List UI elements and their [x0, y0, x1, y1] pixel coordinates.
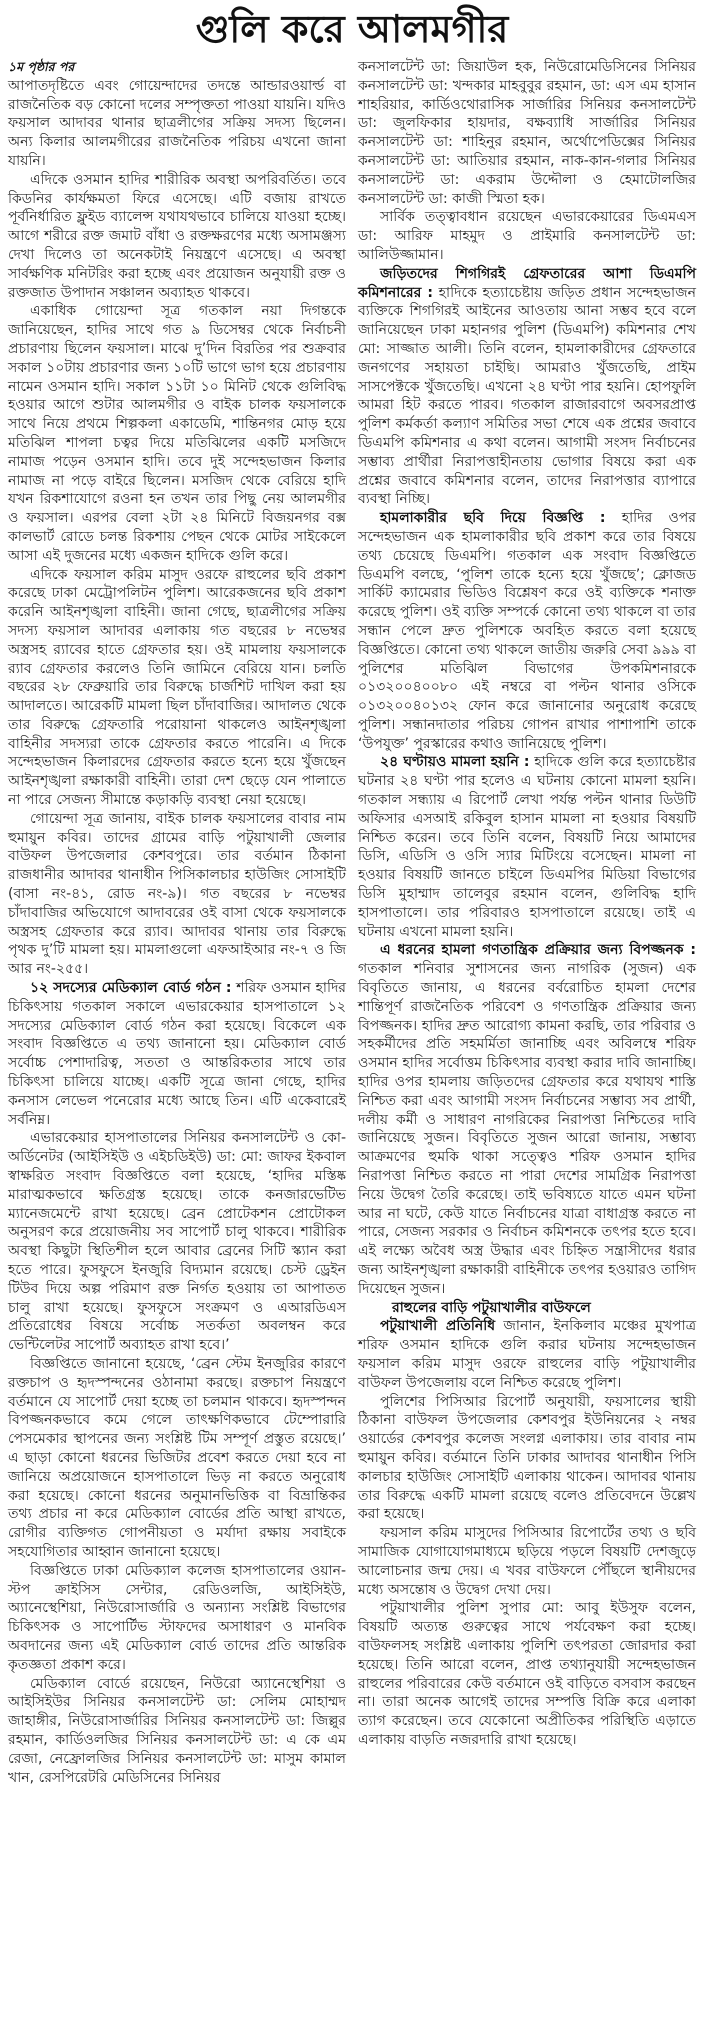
paragraph: আপাতদৃষ্টিতে এবং গোয়েন্দাদের তদন্তে আন্ডারওয়ার্ল্ড বা রাজনৈতিক বড় কোনো দলের সম্পৃক্ততা পাওয়া যায়নি। যদিও ফয়সাল আদাবর থানার ছাত্রলীগের সক্রিয় সদস্য ছিলেন। অন্য কিলার আলমগীরের রাজনৈতিক পরিচয় এখনো জানা যায়নি। [8, 77, 346, 169]
paragraph-text: শরিফ ওসমান হাদির চিকিৎসায় গতকাল সকালে এভারকেয়ার হাসপাতালে ১২ সদস্যের মেডিক্যাল বোর্ড গঠন করা হয়েছে। বিকেলে এক সংবাদ বিজ্ঞপ্তিতে এ তথ্য জানানো হয়। মেডিক্যাল বোর্ড সর্বোচ্চ পেশাদারিত্ব, সততা ও আন্তরিকতার সাথে তার চিকিৎসা চালিয়ে যাচ্ছে। একটি সূত্রে জানা গেছে, হাদির কনসাস লেভেল পনেরোর মধ্যে আছে তিন। এটি একেবারেই সর্বনিম্ন। [8, 980, 347, 1128]
article-column-right [358, 58, 696, 1750]
paragraph: পুলিশের পিসিআর রিপোর্ট অনুযায়ী, ফয়সালের স্থায়ী ঠিকানা বাউফল উপজেলার কেশবপুর ইউনিয়নের ২ নম্বর ওয়ার্ডের কেশবপুর কলেজ সংলগ্ন এলাকায়। তার বাবার নাম হুমায়ুন কবির। বর্তমানে তিনি ঢাকার আদাবর থানাধীন পিসি কালচার হাউজিং সোসাইটি এলাকায় থাকেন। আদাবর থানায় তার বিরুদ্ধে একটি মামলা রয়েছে বলেও প্রতিবেদনে উল্লেখ করা হয়েছে। [358, 1393, 696, 1523]
paragraph-lead: জড়িতদের শিগগিরই গ্রেফতারের আশা ডিএমপি কমিশনারের : [358, 265, 696, 301]
paragraph [8, 979, 346, 1129]
paragraph-text: গতকাল শনিবার সুশাসনের জন্য নাগরিক (সুজন) এক বিবৃতিতে জানায়, এ ধরনের বর্বরোচিত হামলা দেশের শান্তিপূর্ণ রাজনৈতিক পরিবেশ ও গণতান্ত্রিক প্রক্রিয়ার জন্য বিপজ্জনক। হাদির দ্রুত আরোগ্য কামনা করছি, তার পরিবার ও সহকর্মীদের প্রতি সহমর্মিতা জানাচ্ছি এবং অবিলম্বে শরিফ ওসমান হাদির সর্বোত্তম চিকিৎসার ব্যবস্থা করার দাবি জানাচ্ছি। হাদির ওপর হামলায় জড়িতদের গ্রেফতার করে যথাযথ শাস্তি নিশ্চিত করা এবং আগামী সংসদ নির্বাচনের সম্ভাব্য সব প্রার্থী, দলীয় কর্মী ও সাধারণ নাগরিকের নিরাপত্তা নিশ্চিতের দাবি জানিয়েছে সুজন। বিবৃতিতে সুজন আরো জানায়, সম্ভাব্য আক্রমণের হুমকি থাকা সত্ত্বেও শরিফ ওসমান হাদির নিরাপত্তা নিশ্চিত করতে না পারা দেশের সামগ্রিক নিরাপত্তা নিয়ে উদ্বেগ তৈরি করেছে। তাই ভবিষ্যতে যাতে এমন ঘটনা আর না ঘটে, কেউ যাতে নির্বাচনের যাত্রা বাধাগ্রস্ত করতে না পারে, সেজন্য সরকার ও নির্বাচন কমিশনকে তৎপর হতে হবে। এই লক্ষ্যে অবৈধ অস্ত্র উদ্ধার এবং চিহ্নিত সন্ত্রাসীদের ধরার জন্য আইনশৃঙ্খলা রক্ষাকারী বাহিনীকে তৎপর হওয়ারও তাগিদ দিয়েছেন সুজন। [358, 961, 696, 1297]
article-column-left [8, 58, 346, 1787]
paragraph: বিজ্ঞপ্তিতে জানানো হয়েছে, ‘ব্রেন স্টেম ইনজুরির কারণে রক্তচাপ ও হৃদস্পন্দনের ওঠানামা করছে। রক্তচাপ নিয়ন্ত্রণে বর্তমানে যে সাপোর্ট দেয়া হচ্ছে তা চলমান থাকবে। হৃদস্পন্দন বিপজ্জনকভাবে কমে গেলে তাৎক্ষণিকভাবে টেম্পোরারি পেসমেকার স্থাপনের জন্য সংশ্লিষ্ট টিম সম্পূর্ণ প্রস্তুত রয়েছে।’ এ ছাড়া কোনো ধরনের ভিজিটর প্রবেশ করতে দেয়া হবে না জানিয়ে অপ্রয়োজনে হাসপাতালে ভিড় না করতে অনুরোধ করা হয়েছে। কোনো ধরনের অনুমানভিত্তিক বা বিভ্রান্তিকর তথ্য প্রচার না করে মেডিক্যাল বোর্ডের প্রতি আস্থা রাখতে, রোগীর ব্যক্তিগত গোপনীয়তা ও মর্যাদা রক্ষায় সবাইকে সহযোগিতার আহ্বান জানানো হয়েছে। [8, 1355, 346, 1560]
paragraph-text: হাদির ওপর সন্দেহভাজন এক হামলাকারীর ছবি প্রকাশ করে তার বিষয়ে তথ্য চেয়েছে ডিএমপি। গতকাল এক সংবাদ বিজ্ঞপ্তিতে ডিএমপি বলছে, ‘পুলিশ তাকে হন্যে হয়ে খুঁজছে’; ক্লোজড সার্কিট ক্যামেরার ভিডিও বিশ্লেষণ করে ওই ব্যক্তিকে শনাক্ত করেছে পুলিশ। ওই ব্যক্তি সম্পর্কে কোনো তথ্য থাকলে বা তার সন্ধান পেলে দ্রুত পুলিশকে অবহিত করতে বলা হয়েছে বিজ্ঞপ্তিতে। কোনো তথ্য থাকলে জাতীয় জরুরি সেবা ৯৯৯ বা পুলিশের মতিঝিল বিভাগের উপকমিশনারকে ০১৩২০০৪০০৮০ এই নম্বরে বা পল্টন থানার ওসিকে ০১৩২০০৪০১৩২ ফোন করে জানানোর অনুরোধ করেছে পুলিশ। সন্ধানদাতার পরিচয় গোপন রাখার পাশাপাশি তাকে ‘উপযুক্ত’ পুরস্কারের কথাও জানিয়েছে পুলিশ। [358, 510, 697, 752]
paragraph: কনসালটেন্ট ডা: জিয়াউল হক, নিউরোমেডিসিনের সিনিয়র কনসালটেন্ট ডা: খন্দকার মাহবুবুর রহমান, ডা: এস এম হাসান শাহরিয়ার, কার্ডিওথোরাসিক সার্জারির সিনিয়র কনসালটেন্ট ডা: জুলফিকার হায়দার, বক্ষব্যাধি সার্জারির সিনিয়র কনসালটেন্ট ডা: শাহিনুর রহমান, অর্থোপেডিক্সের সিনিয়র কনসালটেন্ট ডা: আতিয়ার রহমান, নাক-কান-গলার সিনিয়র কনসালটেন্ট ডা: একরাম উদ্দৌলা ও হেমাটোলজির কনসালটেন্ট ডা: কাজী স্মিতা হক। [358, 59, 696, 207]
headline: গুলি করে আলমগীর [195, 7, 509, 51]
paragraph: ফয়সাল করিম মাসুদের পিসিআর রিপোর্টের তথ্য ও ছবি সামাজিক যোগাযোগমাধ্যমে ছড়িয়ে পড়লে বিষয়টি দেশজুড়ে আলোচনার জন্ম দেয়। এ খবর বাউফলে পৌঁছলে স্থানীয়দের মধ্যে অসন্তোষ ও উদ্বেগ দেখা দেয়। [358, 1525, 696, 1598]
paragraph [358, 265, 696, 509]
paragraph [358, 509, 696, 753]
paragraph: এদিকে ওসমান হাদির শারীরিক অবস্থা অপরিবর্তিত। তবে কিডনির কার্যক্ষমতা ফিরে এসেছে। এটি বজায় রাখতে পূর্বনির্ধারিত ফ্লুইড ব্যালেন্স যথাযথভাবে চালিয়ে যাওয়া হচ্ছে। আগে শরীরে রক্ত জমাট বাঁধা ও রক্তক্ষরণের মধ্যে অসামঞ্জস্য দেখা দিলেও তা অনেকটাই নিয়ন্ত্রণে এসেছে। এ অবস্থা সার্বক্ষণিক মনিটরিং করা হচ্ছে এবং প্রয়োজন অনুযায়ী রক্ত ও রক্তজাত উপাদান সঞ্চালন অব্যাহত থাকবে। [8, 171, 346, 301]
paragraph: সার্বিক তত্ত্বাবধান রয়েছেন এভারকেয়ারের ডিএমএস ডা: আরিফ মাহমুদ ও প্রাইমারি কনসালটেন্ট ডা: আলিউজ্জামান। [358, 209, 696, 263]
paragraph: একাধিক গোয়েন্দা সূত্র গতকাল নয়া দিগন্তকে জানিয়েছেন, হাদির সাথে গত ৯ ডিসেম্বর থেকে নির্বাচনী প্রচারণায় ছিলেন ফয়সাল। মাঝে দু’দিন বিরতির পর শুক্রবার সকাল ১০টায় প্রচারণার জন্য ১০টি ভাগে ভাগ হয়ে প্রচারণায় নামেন ওসমান হাদি। সকাল ১১টা ১০ মিনিট থেকে গুলিবিদ্ধ হওয়ার আগে শুটার আলমগীর ও বাইক চালক ফয়সালকে সাথে নিয়ে প্রথমে শিল্পকলা একাডেমি, শান্তিনগর মোড় হয়ে মতিঝিল শাপলা চত্বর দিয়ে মতিঝিলের একটি মসজিদে নামাজ পড়েন ওসমান হাদি। তবে দুই সন্দেহভাজন কিলার নামাজ না পড়ে বাইরে ছিলেন। মসজিদ থেকে বেরিয়ে হাদি যখন রিকশাযোগে রওনা হন তখন তার পিছু নেয় আলমগীর ও ফয়সাল। এরপর বেলা ২টা ২৪ মিনিটে বিজয়নগর বক্স কালভার্ট রোডে চলন্ত রিকশায় পেছন থেকে মোটর সাইকেলে আসা এই দুজনের মধ্যে একজন হাদিকে গুলি করে। [8, 303, 346, 564]
paragraph: এভারকেয়ার হাসপাতালের সিনিয়র কনসালটেন্ট ও কো-অর্ডিনেটর (আইসিইউ ও এইচডিইউ) ডা: মো: জাফর ইকবাল স্বাক্ষরিত সংবাদ বিজ্ঞপ্তিতে বলা হয়েছে, ‘হাদির মস্তিষ্ক মারাত্মকভাবে ক্ষতিগ্রস্ত হয়েছে। তাকে কনজারভেটিভ ম্যানেজমেন্টে রাখা হয়েছে। ব্রেন প্রোটেকশন প্রোটোকল অনুসরণ করে প্রয়োজনীয় সব সাপোর্ট চালু থাকবে। শারীরিক অবস্থা কিছুটা স্থিতিশীল হলে আবার ব্রেনের সিটি স্ক্যান করা হতে পারে। ফুসফুসে ইনজুরি বিদ্যমান রয়েছে। চেস্ট ড্রেইন টিউব দিয়ে অল্প পরিমাণ রক্ত নির্গত হওয়ায় তা আপাতত চালু রাখা হয়েছে। ফুসফুসে সংক্রমণ ও এআরডিএস প্রতিরোধের বিষয়ে সর্বোচ্চ সতর্কতা অবলম্বন করে ভেন্টিলেটর সাপোর্ট অব্যাহত রাখা হবে।’ [8, 1130, 346, 1354]
paragraph-lead: ২৪ ঘণ্টায়ও মামলা হয়নি : [380, 754, 530, 771]
paragraph-lead: হামলাকারীর ছবি দিয়ে বিজ্ঞপ্তি : [380, 510, 606, 527]
paragraph: বিজ্ঞপ্তিতে ঢাকা মেডিক্যাল কলেজ হাসপাতালের ওয়ান-স্টপ ক্রাইসিস সেন্টার, রেডিওলজি, আইসিইউ, অ্যানেস্থেশিয়া, নিউরোসার্জারি ও অন্যান্য সংশ্লিষ্ট বিভাগের চিকিৎসক ও সাপোর্টিভ স্টাফদের অসাধারণ ও মানবিক অবদানের জন্য এই মেডিক্যাল বোর্ড তাদের প্রতি আন্তরিক কৃতজ্ঞতা প্রকাশ করে। [8, 1562, 346, 1673]
paragraph [358, 753, 696, 941]
paragraph: মেডিক্যাল বোর্ডে রয়েছেন, নিউরো অ্যানেস্থেশিয়া ও আইসিইউর সিনিয়র কনসালটেন্ট ডা: সেলিম মোহাম্মদ জাহাঙ্গীর, নিউরোসার্জারির সিনিয়র কনসালটেন্ট ডা: জিল্লুর রহমান, কার্ডিওলজির সিনিয়র কনসালটেন্ট ডা: এ কে এম রেজা, নেফ্রোলজির সিনিয়র কনসালটেন্ট ডা: মাসুম কামাল খান, রেসপিরেটরি মেডিসিনের সিনিয়র [8, 1675, 346, 1786]
paragraph-text: হাদিকে গুলি করে হত্যাচেষ্টার ঘটনার ২৪ ঘণ্টা পার হলেও এ ঘটনায় কোনো মামলা হয়নি। গতকাল সন্ধ্যায় এ রিপোর্ট লেখা পর্যন্ত পল্টন থানার ডিউটি অফিসার এসআই রকিবুল হাসান মামলা না হওয়ার বিষয়টি নিশ্চিত করেন। তবে তিনি বলেন, বিষয়টি নিয়ে আমাদের ডিসি, এডিসি ও ওসি স্যার মিটিংয়ে বসেছেন। মামলা না হওয়ার বিষয়টি জানতে চাইলে ডিএমপির মিডিয়া বিভাগের ডিসি মুহাম্মাদ তালেবুর রহমান বলেন, গুলিবিদ্ধ হাদি হাসপাতালে। তার পরিবারও হাসপাতালে রয়েছে। তাই এ ঘটনায় এখনো মামলা হয়নি। [358, 754, 696, 940]
continued-from-label: ১ম পৃষ্ঠার পর [8, 59, 75, 74]
paragraph [358, 1317, 696, 1392]
paragraph [358, 941, 696, 1298]
paragraph-text: হাদিকে হত্যাচেষ্টায় জড়িত প্রধান সন্দেহভাজন ব্যক্তিকে শিগগিরই আইনের আওতায় আনা সম্ভব হবে বলে জানিয়েছেন ঢাকা মহানগর পুলিশ (ডিএমপি) কমিশনার শেখ মো: সাজ্জাত আলী। তিনি বলেন, হামলাকারীদের গ্রেফতারে জনগণের সহায়তা চাইছি। আমরাও খুঁজতেছি, প্রাইম সাসপেক্টকে খুঁজতেছি। এখনো ২৪ ঘণ্টা পার হয়নি। হোপফুলি আমরা হিট করতে পারব। গতকাল রাজারবাগে অবসরপ্রাপ্ত পুলিশ কর্মকর্তা কল্যাণ সমিতির সভা শেষে এক প্রশ্নের জবাবে ডিএমপি কমিশনার এ কথা বলেন। আগামী সংসদ নির্বাচনের সম্ভাব্য প্রার্থীরা নিরাপত্তাহীনতায় ভোগার বিষয়ে করা এক প্রশ্নের জবাবে কমিশনার বলেন, তাদের নিরাপত্তার ব্যাপারে ব্যবস্থা নিচ্ছি। [358, 284, 696, 508]
paragraph: পটুয়াখালীর পুলিশ সুপার মো: আবু ইউসুফ বলেন, বিষয়টি অত্যন্ত গুরুত্বের সাথে পর্যবেক্ষণ করা হচ্ছে। বাউফলসহ সংশ্লিষ্ট এলাকায় পুলিশি তৎপরতা জোরদার করা হয়েছে। তিনি আরো বলেন, প্রাপ্ত তথ্যানুযায়ী সন্দেহভাজন রাহুলের পরিবারের কেউ বর্তমানে ওই বাড়িতে বসবাস করছেন না। তারা অনেক আগেই তাদের সম্পত্তি বিক্রি করে এলাকা ত্যাগ করেছেন। তবে যেকোনো অপ্রীতিকর পরিস্থিতি এড়াতে এলাকায় বাড়তি নজরদারি রাখা হয়েছে। [358, 1600, 696, 1748]
byline: পটুয়াখালী প্রতিনিধি [380, 1318, 496, 1335]
paragraph-lead: ১২ সদস্যের মেডিক্যাল বোর্ড গঠন : [30, 980, 232, 997]
subheading: রাহুলের বাড়ি পটুয়াখালীর বাউফলে [392, 1299, 591, 1316]
paragraph: গোয়েন্দা সূত্র জানায়, বাইক চালক ফয়সালের বাবার নাম হুমায়ুন কবির। তাদের গ্রামের বাড়ি পটুয়াখালী জেলার বাউফল উপজেলার কেশবপুরে। তার বর্তমান ঠিকানা রাজধানীর আদাবর থানাধীন পিসিকালচার হাউজিং সোসাইটি (বাসা নং-৪১, রোড নং-৯)। গত বছরের ৮ নভেম্বর চাঁদাবাজির অভিযোগে আদাবরের ওই বাসা থেকে ফয়সালকে অস্ত্রসহ গ্রেফতার করে র‌্যাব। আদাবর থানায় তার বিরুদ্ধে পৃথক দু’টি মামলা হয়। মামলাগুলো এফআইআর নং-৭ ও জি আর নং-২৫৫। [8, 810, 346, 978]
paragraph: এদিকে ফয়সাল করিম মাসুদ ওরফে রাহুলের ছবি প্রকাশ করেছে ঢাকা মেট্রোপলিটন পুলিশ। আরেকজনের ছবি প্রকাশ করেনি আইনশৃঙ্খলা বাহিনী। জানা গেছে, ছাত্রলীগের সক্রিয় সদস্য ফয়সাল আদাবর এলাকায় গত বছরের ৮ নভেম্বর অস্ত্রসহ র‌্যাবের হাতে গ্রেফতার হয়। ওই মামলায় ফয়সালকে র‌্যাব গ্রেফতার করলেও তিনি জামিনে বেরিয়ে যান। চলতি বছরের ২৮ ফেব্রুয়ারি তার বিরুদ্ধে চার্জশিট দাখিল করা হয় আদালতে। আরেকটি মামলা ছিল চাঁদাবাজির। আদালত থেকে তার বিরুদ্ধে গ্রেফতারি পরোয়ানা থাকলেও আইনশৃঙ্খলা বাহিনীর সদস্যরা তাকে গ্রেফতার করতে পারেনি। এ দিকে সন্দেহভাজন কিলারদের গ্রেফতার করতে হন্যে হয়ে খুঁজছেন আইনশৃঙ্খলা রক্ষাকারী বাহিনী। তারা দেশ ছেড়ে যেন পালাতে না পারে সেজন্য সীমান্তে কড়াকড়ি ব্যবস্থা নেয়া হয়েছে। [8, 566, 346, 809]
paragraph-text: জানান, ইনকিলাব মঞ্চের মুখপাত্র শরিফ ওসমান হাদিকে গুলি করার ঘটনায় সন্দেহভাজন ফয়সাল করিম মাসুদ ওরফে রাহুলের বাড়ি পটুয়াখালীর বাউফল উপজেলায় বলে নিশ্চিত করেছে পুলিশ। [358, 1318, 697, 1391]
paragraph-lead: এ ধরনের হামলা গণতান্ত্রিক প্রক্রিয়ার জন্য বিপজ্জনক : [380, 942, 696, 959]
